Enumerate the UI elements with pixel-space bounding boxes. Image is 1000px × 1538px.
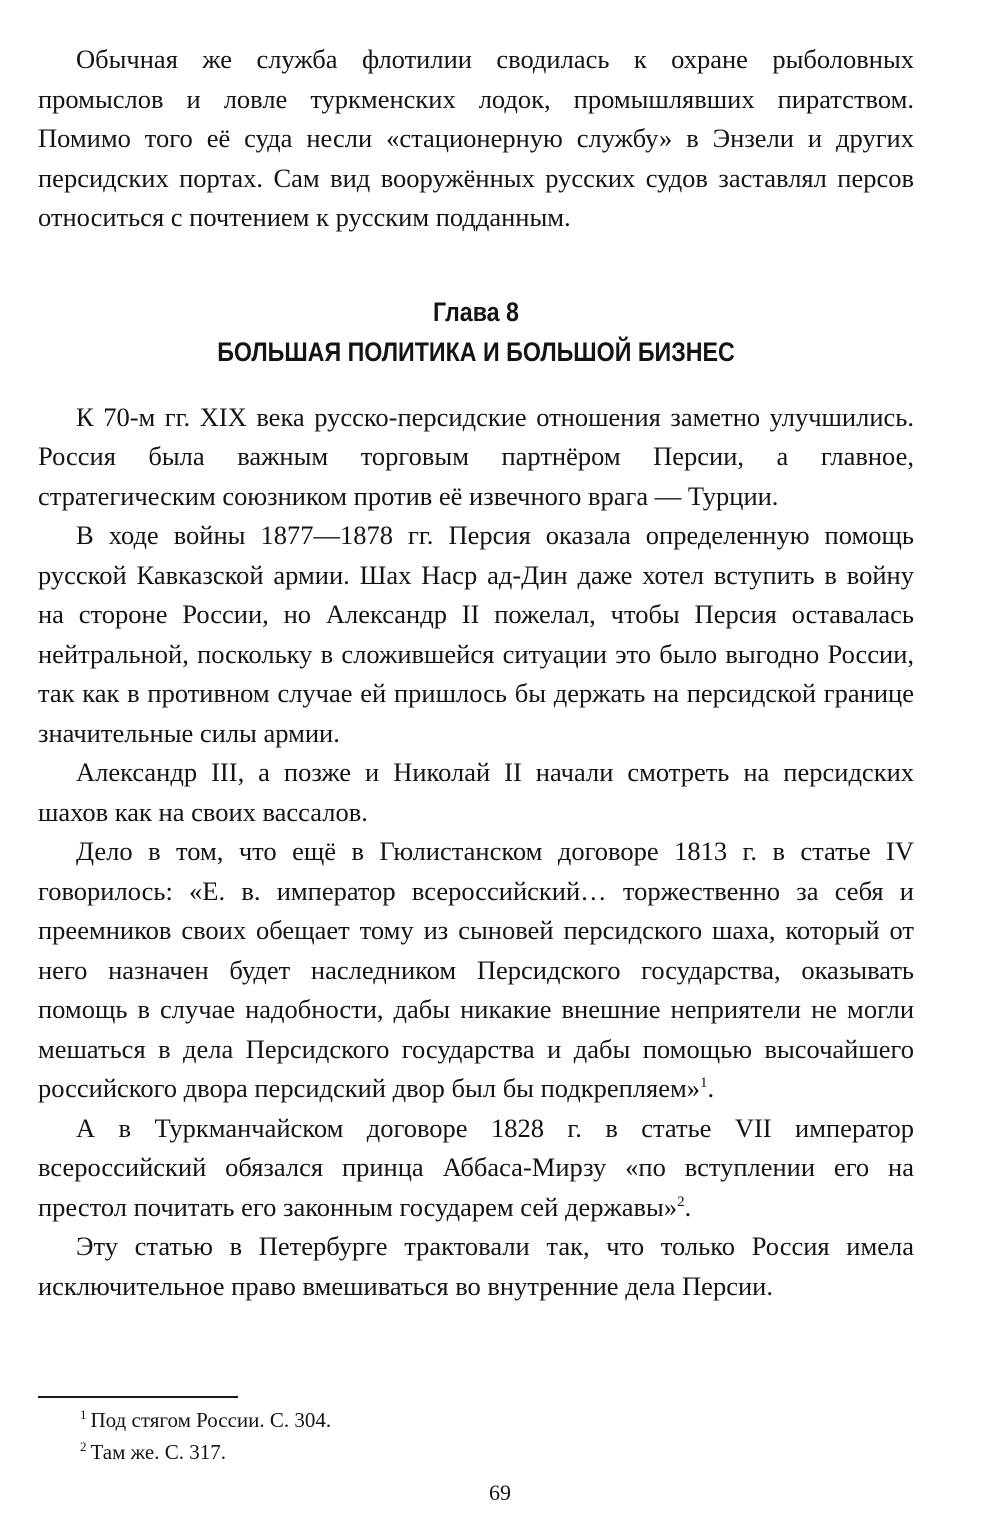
- footnotes: [80, 1404, 331, 1468]
- paragraph-5-text: А в Туркманчайском договоре 1828 г. в статье VII император всероссийский обязался принца Аббаса-Мирзу «по вступлении его на престол почитать его законным государем сей державы»: [38, 1112, 914, 1222]
- paragraph-4: [38, 832, 914, 1109]
- chapter-title: БОЛЬШАЯ ПОЛИТИКА И БОЛЬШОЙ БИЗНЕС: [217, 336, 735, 367]
- page-number: 69: [489, 1480, 511, 1505]
- paragraph-1-text: К 70-м гг. XIX века русско-персидские отношения заметно улучшились. Россия была важным торговым партнёром Персии, а главное, стратегическим союзником против её извечного врага — Турции.: [38, 401, 914, 511]
- footnote-ref-1[interactable]: 1: [700, 1075, 708, 1092]
- paragraph-4-tail: .: [707, 1073, 715, 1103]
- section-gap: [38, 238, 914, 292]
- paragraph-1: [38, 398, 914, 517]
- page-body: [38, 40, 914, 1306]
- chapter-number: Глава 8: [433, 296, 519, 327]
- paragraph-2-text: В ходе войны 1877—1878 гг. Персия оказала определенную помощь русской Кавказской армии. Шах Наср ад-Дин даже хотел вступить в войну на стороне России, но Александр II пожелал, чтобы Персия оставалась нейтральной, поскольку в сложившейся ситуации это было выгодно России, так как в противном случае ей пришлось бы держать на персидской границе значительные силы армии.: [38, 520, 914, 748]
- paragraph-6-text: Эту статью в Петербурге трактовали так, что только Россия имела исключительное право вмешиваться во внутренние дела Персии.: [38, 1231, 914, 1301]
- paragraph-6: [38, 1227, 914, 1306]
- footnote-2: [80, 1436, 331, 1468]
- footnote-ref-2[interactable]: 2: [677, 1193, 685, 1210]
- footnote-1: [80, 1404, 331, 1436]
- footnote-1-text: Под стягом России. С. 304.: [90, 1408, 332, 1432]
- heading-gap: [38, 372, 914, 398]
- intro-paragraph: Обычная же служба флотилии сводилась к охране рыболовных промыслов и ловле туркменских лодок, промышлявших пиратством. Помимо того её суда несли «стационерную службу» в Энзели и других персидских портах. Сам вид вооружённых русских судов заставлял персов относиться с почтением к русским подданным.: [38, 44, 914, 232]
- footnote-1-number: 1: [80, 1407, 87, 1422]
- paragraph-3-text: Александр III, а позже и Николай II начали смотреть на персидских шахов как на своих вассалов.: [38, 757, 914, 827]
- paragraph-5: [38, 1109, 914, 1228]
- footnote-2-text: Там же. С. 317.: [90, 1440, 226, 1464]
- paragraph-2: [38, 516, 914, 753]
- footnote-divider: [38, 1396, 238, 1398]
- paragraph-4-text: Дело в том, что ещё в Гюлистанском договоре 1813 г. в статье IV говорилось: «Е. в. император всероссийский… торжественно за себя и преемников своих обещает тому из сыновей персидского шаха, который от него назначен будет наследником Персидского государства, оказывать помощь в случае надобности, дабы никакие внешние неприятели не могли мешаться в дела Персидского государства и дабы помощью высочайшего российского двора персидский двор был бы подкрепляем»: [38, 836, 914, 1103]
- footnote-2-number: 2: [80, 1439, 87, 1454]
- paragraph-3: [38, 753, 914, 832]
- paragraph-5-tail: .: [684, 1191, 692, 1222]
